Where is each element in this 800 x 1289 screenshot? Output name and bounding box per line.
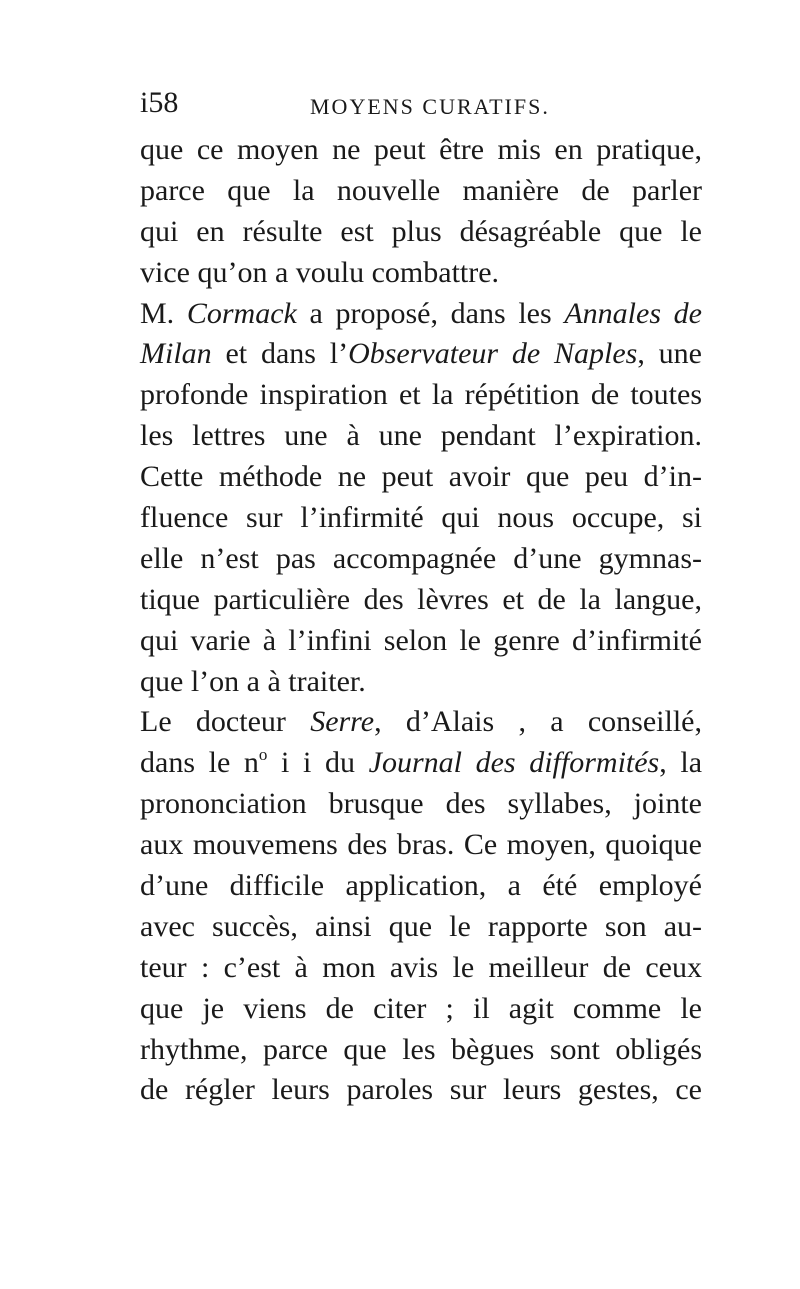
text-segment: fluence sur l’infirmité qui nous occupe, si bbox=[140, 501, 702, 535]
text-segment: les lettres une à une pendant l’expiration. bbox=[140, 419, 702, 453]
text-line bbox=[140, 1030, 702, 1071]
text-line bbox=[140, 416, 702, 457]
text-segment: de régler leurs paroles sur leurs gestes, ce bbox=[140, 1073, 702, 1107]
text-segment: tique particulière des lèvres et de la langue, bbox=[140, 582, 702, 616]
text-segment: que l’on a à traiter. bbox=[140, 664, 366, 698]
text-segment: vice qu’on a voulu combattre. bbox=[140, 255, 500, 289]
italic-text: Journal des difformités bbox=[368, 746, 660, 780]
text-line bbox=[140, 294, 702, 335]
superscript-text: o bbox=[258, 745, 268, 765]
text-segment: rhythme, parce que les bègues sont obligés bbox=[140, 1032, 702, 1066]
text-segment: , une bbox=[637, 337, 702, 371]
body-text bbox=[140, 130, 702, 1111]
text-segment: parce que la nouvelle manière de parler bbox=[140, 173, 702, 207]
text-line bbox=[140, 253, 702, 294]
text-segment: aux mouvemens des bras. Ce moyen, quoique bbox=[140, 828, 702, 862]
text-line bbox=[140, 948, 702, 989]
text-line bbox=[140, 498, 702, 539]
text-segment: M. bbox=[140, 296, 187, 330]
text-line bbox=[140, 212, 702, 253]
text-segment: elle n’est pas accompagnée d’une gymnas- bbox=[140, 541, 702, 575]
text-segment: d’une difficile application, a été employé bbox=[140, 869, 702, 903]
page-header bbox=[140, 86, 700, 126]
text-line bbox=[140, 784, 702, 825]
text-segment: qui en résulte est plus désagréable que le bbox=[140, 214, 702, 248]
italic-text: Observateur de Naples bbox=[348, 337, 638, 371]
text-segment: Le docteur bbox=[140, 705, 311, 739]
running-head: MOYENS CURATIFS. bbox=[310, 94, 550, 119]
text-line bbox=[140, 866, 702, 907]
italic-text: Cormack bbox=[186, 296, 297, 330]
text-line bbox=[140, 1070, 702, 1111]
text-segment: a proposé, dans les bbox=[296, 296, 565, 330]
text-segment: que ce moyen ne peut être mis en pratique, bbox=[140, 133, 702, 166]
text-line bbox=[140, 457, 702, 498]
text-line bbox=[140, 539, 702, 580]
italic-text: Annales de bbox=[564, 296, 702, 330]
text-line bbox=[140, 171, 702, 212]
italic-text: Milan bbox=[140, 337, 212, 371]
text-line bbox=[140, 825, 702, 866]
text-segment: teur : c’est à mon avis le meilleur de ceux bbox=[140, 950, 702, 984]
text-line bbox=[140, 907, 702, 948]
text-segment: qui varie à l’infini selon le genre d’infirmité bbox=[140, 623, 702, 657]
text-segment: prononciation brusque des syllabes, jointe bbox=[140, 787, 702, 821]
text-segment: et dans l’ bbox=[211, 337, 349, 371]
text-line bbox=[140, 375, 702, 416]
text-line bbox=[140, 702, 702, 743]
text-segment: , d’Alais , a conseillé, bbox=[374, 705, 702, 739]
text-line bbox=[140, 989, 702, 1030]
text-line bbox=[140, 130, 702, 171]
text-segment: avec succès, ainsi que le rapporte son au- bbox=[140, 909, 702, 943]
text-segment: Cette méthode ne peut avoir que peu d’in- bbox=[140, 460, 702, 494]
page-number: i58 bbox=[140, 86, 179, 119]
text-segment: que je viens de citer ; il agit comme le bbox=[140, 991, 702, 1025]
text-line bbox=[140, 621, 702, 662]
text-line bbox=[140, 743, 702, 784]
text-segment: profonde inspiration et la répétition de toutes bbox=[140, 378, 702, 412]
text-segment: dans le n bbox=[140, 746, 259, 780]
text-line bbox=[140, 662, 702, 703]
text-line bbox=[140, 580, 702, 621]
text-line bbox=[140, 334, 702, 375]
italic-text: Serre bbox=[310, 705, 375, 739]
text-segment: i i du bbox=[267, 746, 369, 780]
text-segment: , la bbox=[659, 746, 703, 780]
